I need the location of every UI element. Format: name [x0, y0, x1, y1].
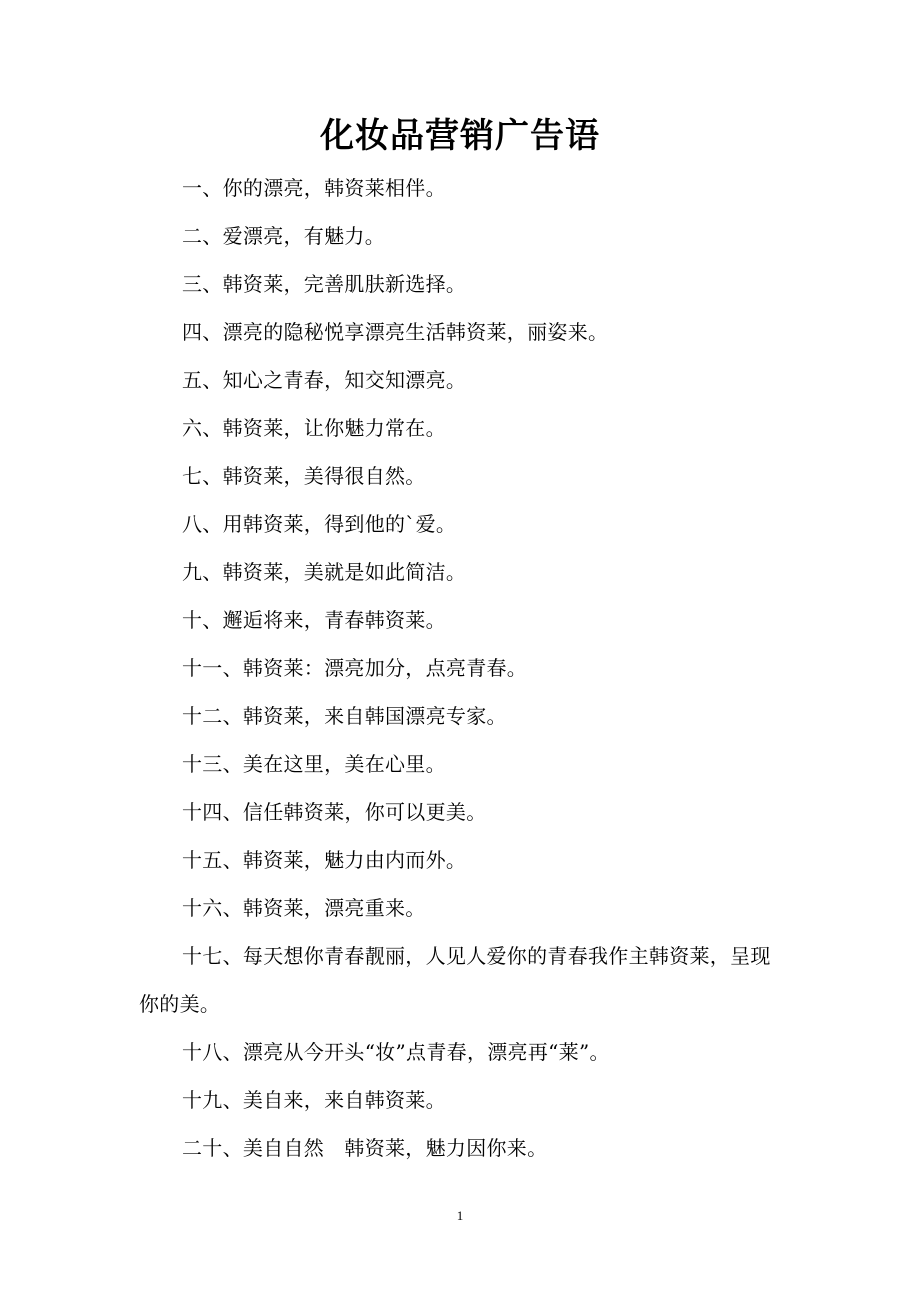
- slogan-item: 四、漂亮的隐秘悦享漂亮生活韩资莱，丽姿来。: [182, 320, 609, 344]
- slogan-item: 九、韩资莱，美就是如此简洁。: [182, 560, 467, 584]
- slogan-item: 七、韩资莱，美得很自然。: [182, 464, 426, 488]
- slogan-item: 六、韩资莱，让你魅力常在。: [182, 416, 446, 440]
- slogan-item: 十一、韩资莱：漂亮加分，点亮青春。: [182, 656, 528, 680]
- document-title: 化妆品营销广告语: [320, 116, 600, 156]
- slogan-item: 十七、每天想你青春靓丽，人见人爱你的青春我作主韩资莱，呈现你的美。: [139, 944, 771, 1016]
- slogan-item: 二十、美自自然 韩资莱，魅力因你来。: [182, 1136, 548, 1160]
- slogan-item: 十八、漂亮从今开头“妆”点青春，漂亮再“莱”。: [182, 1040, 610, 1064]
- slogan-item: 十六、韩资莱，漂亮重来。: [182, 896, 426, 920]
- slogan-item: 五、知心之青春，知交知漂亮。: [182, 368, 467, 392]
- slogan-item: 十五、韩资莱，魅力由内而外。: [182, 848, 467, 872]
- slogan-list: [139, 164, 789, 1172]
- slogan-item: 三、韩资莱，完善肌肤新选择。: [182, 272, 467, 296]
- slogan-item: 十四、信任韩资莱，你可以更美。: [182, 800, 487, 824]
- page-number: 1: [456, 1208, 464, 1223]
- slogan-item: 十、邂逅将来，青春韩资莱。: [182, 608, 446, 632]
- slogan-item: 一、你的漂亮，韩资莱相伴。: [182, 176, 446, 200]
- slogan-item: 八、用韩资莱，得到他的`爱。: [182, 512, 457, 536]
- slogan-item: 十九、美自来，来自韩资莱。: [182, 1088, 446, 1112]
- slogan-item: 十二、韩资莱，来自韩国漂亮专家。: [182, 704, 507, 728]
- slogan-item: 二、爱漂亮，有魅力。: [182, 224, 385, 248]
- slogan-item: 十三、美在这里，美在心里。: [182, 752, 446, 776]
